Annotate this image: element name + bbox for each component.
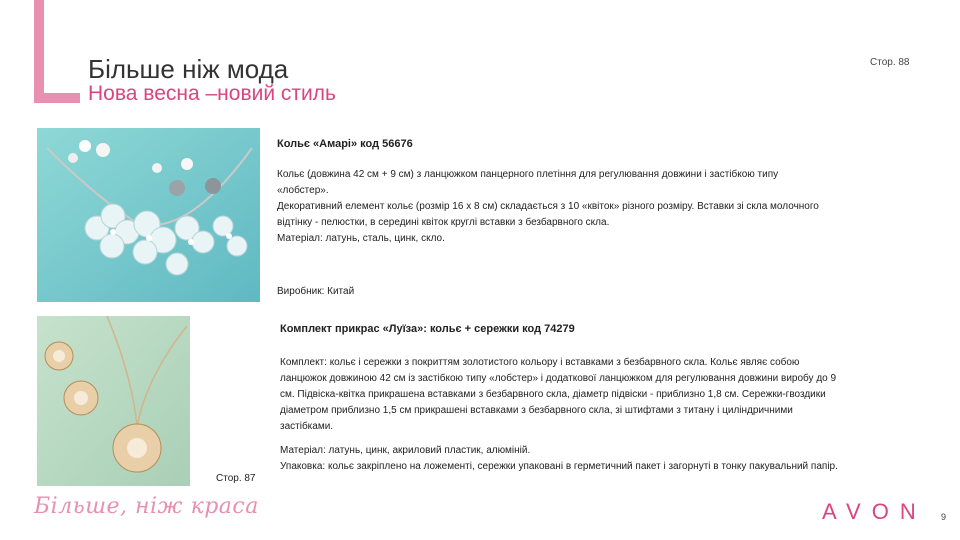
product1-description (277, 167, 927, 247)
product2-description (280, 355, 930, 435)
product2-material-line: Матеріал: латунь, цинк, акриловий пластик, алюміній. (280, 445, 531, 456)
product2-desc-line: застібками. (280, 421, 334, 432)
bracket-vertical-bar (34, 0, 44, 103)
page-title: Більше ніж мода (88, 54, 289, 84)
product1-heading: Кольє «Амарі» код 56676 (277, 138, 413, 150)
jewelry-set-photo (37, 316, 190, 486)
page-reference-bottom: Стор. 87 (216, 473, 256, 484)
brand-logo: AVON (822, 499, 927, 524)
bracket-horizontal-bar (34, 93, 80, 103)
page-reference-top: Стор. 88 (870, 57, 910, 68)
page-number: 9 (941, 512, 947, 522)
brand-l-bracket (34, 0, 80, 103)
product1-maker: Виробник: Китай (277, 286, 355, 297)
product2-desc-line: діаметром приблизно 1,5 см прикрашені вставками з безбарвного скла, зі штифтами з титану і циліндричними (280, 405, 793, 416)
necklace-photo (37, 128, 260, 302)
product2-desc-line: ланцюжок довжиною 42 см із застібкою типу «лобстер» і додаткової ланцюжком для регулювання довжини виробу до 9 (280, 373, 837, 384)
product1-desc-line: «лобстер». (277, 185, 329, 196)
product2-desc-line: см. Підвіска-квітка прикрашена вставками з безбарвного скла, діаметр підвіски - приблизно 1,8 см. Сережки-гвоздики (280, 389, 826, 400)
signature-logo: Більше, ніж краса (34, 494, 259, 519)
product2-packaging-line: Упаковка: кольє закріплено на ложементі, сережки упаковані в герметичний пакет і загорнуті в тонку пакувальний папір. (280, 461, 838, 472)
product2-heading: Комплект прикрас «Луїза»: кольє + сережки код 74279 (280, 323, 575, 335)
product2-material (280, 443, 940, 475)
product1-desc-line: Кольє (довжина 42 см + 9 см) з ланцюжком панцерного плетіння для регулювання довжини і застібкою типу (277, 169, 779, 180)
product1-desc-line: Матеріал: латунь, сталь, цинк, скло. (277, 233, 445, 244)
page-subtitle: Нова весна –новий стиль (88, 82, 336, 105)
product2-desc-line: Комплект: кольє і сережки з покриттям золотистого кольору і вставками з безбарвного скла. Кольє являє собою (280, 357, 800, 368)
product1-desc-line: відтінку - пелюстки, в середині квіток круглі вставки з безбарвного скла. (277, 217, 610, 228)
product1-desc-line: Декоративний елемент кольє (розмір 16 х 8 см) складається з 10 «квіток» різного розміру. Вставки зі скла молочного (277, 201, 819, 212)
